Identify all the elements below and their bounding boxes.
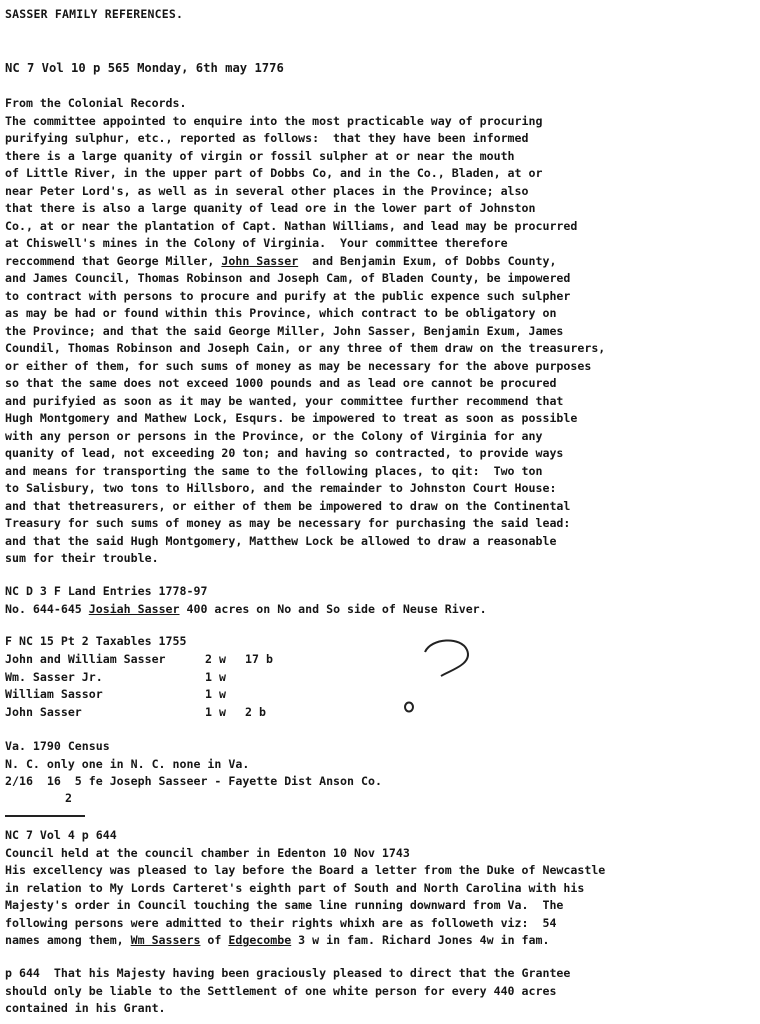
table-row: John and William Sasser 2 w 17 b: [5, 652, 273, 666]
para-line: Coundil, Thomas Robinson and Joseph Cain, or any three of them draw on the treasurers,: [5, 341, 606, 355]
para-line: quanity of lead, not exceeding 20 ton; and having so contracted, to provide ways: [5, 446, 564, 460]
table-row: William Sassor 1 w: [5, 687, 226, 701]
citation-taxables: F NC 15 Pt 2 Taxables 1755: [5, 634, 187, 648]
para-line: The committee appointed to enquire into the most practicable way of procuring: [5, 113, 543, 128]
para-line: there is a large quanity of virgin or fossil sulpher at or near the mouth: [5, 148, 515, 163]
para-line: and purifyied as soon as it may be wanted, your committee further recommend that: [5, 393, 564, 408]
para-line: and that the said Hugh Montgomery, Matthew Lock be allowed to draw a reasonable: [5, 533, 557, 548]
section-divider: [5, 815, 85, 817]
table-row: John Sasser 1 w 2 b: [5, 704, 266, 719]
para-line: should only be liable to the Settlement of one white person for every 440 acres: [5, 983, 557, 998]
land-entry-line: No. 644-645 Josiah Sasser 400 acres on No and So side of Neuse River.: [5, 601, 487, 616]
para-line: to contract with persons to procure and purify at the public expence such sulpher: [5, 288, 571, 303]
para-line: Treasury for such sums of money as may be necessary for purchasing the said lead:: [5, 516, 571, 530]
census-block: [5, 738, 382, 791]
para-line: contained in his Grant.: [5, 1001, 166, 1015]
underlined-name: Josiah Sasser: [88, 601, 180, 616]
para-line: following persons were admitted to their rights whixh are as followeth viz: 54: [5, 915, 557, 930]
para-line: that there is also a large quanity of lead ore in the lower part of Johnston: [5, 201, 536, 215]
para-line: so that the same does not exceed 1000 pounds and as lead ore cannot be procured: [5, 376, 557, 390]
colonial-records-paragraph: [5, 95, 605, 568]
census-line: N. C. only one in N. C. none in Va.: [5, 756, 250, 771]
para-line: purifying sulphur, etc., reported as follows: that they have been informed: [5, 131, 529, 145]
para-line: His excellency was pleased to lay before the Board a letter from the Duke of Newcastle: [5, 863, 606, 877]
para-line: with any person or persons in the Province, or the Colony of Virginia for any: [5, 428, 543, 443]
para-line: Co., at or near the plantation of Capt. Nathan Williams, and lead may be procurred: [5, 218, 578, 233]
document-title: SASSER FAMILY REFERENCES.: [5, 7, 184, 21]
grant-paragraph: [5, 965, 570, 1018]
para-line: the Province; and that the said George Miller, John Sasser, Benjamin Exum, James: [5, 323, 564, 338]
para-line: in relation to My Lords Carteret's eighth part of South and North Carolina with his: [5, 880, 585, 895]
para-line: and James Council, Thomas Robinson and Joseph Cam, of Bladen County, be impowered: [5, 271, 571, 285]
para-line: sum for their trouble.: [5, 551, 159, 565]
para-line: of Little River, in the upper part of Dobbs Co, and in the Co., Bladen, at or: [5, 166, 543, 180]
para-line: near Peter Lord's, as well as in several other places in the Province; also: [5, 183, 529, 198]
underlined-name: John Sasser: [221, 253, 299, 268]
para-line: or either of them, for such sums of money as may be necessary for the above purposes: [5, 358, 592, 373]
citation-census: Va. 1790 Census: [5, 739, 110, 753]
land-entries-block: [5, 583, 487, 618]
para-line: to Salisbury, two tons to Hillsboro, and the remainder to Johnston Court House:: [5, 481, 557, 495]
para-line: Hugh Montgomery and Mathew Lock, Esqurs. be impowered to treat as soon as possible: [5, 411, 578, 425]
para-line: names among them, Wm Sassers of Edgecombe 3 w in fam. Richard Jones 4w in fam.: [5, 933, 550, 947]
para-line: Majesty's order in Council touching the same line running downward from Va. The: [5, 898, 564, 912]
handwritten-question-mark: [395, 630, 485, 720]
para-line: as may be had or found within this Province, which contract to be obligatory on: [5, 306, 557, 320]
para-line: and means for transporting the same to the following places, to qit: Two ton: [5, 463, 543, 478]
citation-nc7-vol4: NC 7 Vol 4 p 644: [5, 828, 117, 842]
para-line: Council held at the council chamber in Edenton 10 Nov 1743: [5, 845, 410, 860]
underlined-name: Wm Sassers: [130, 933, 201, 947]
para-line: and that thetreasurers, or either of them be impowered to draw on the Continental: [5, 498, 571, 513]
para-line: reccommend that George Miller, John Sasser and Benjamin Exum, of Dobbs County,: [5, 253, 557, 268]
table-row: Wm. Sasser Jr. 1 w: [5, 669, 226, 684]
citation-nc7-vol10: NC 7 Vol 10 p 565 Monday, 6th may 1776: [5, 61, 284, 75]
para-line: From the Colonial Records.: [5, 96, 187, 110]
census-denominator: 2: [65, 791, 72, 805]
citation-land-entries: NC D 3 F Land Entries 1778-97: [5, 584, 208, 598]
para-line: at Chiswell's mines in the Colony of Virginia. Your committee therefore: [5, 236, 508, 250]
council-paragraph: [5, 827, 605, 950]
census-line: 2/16 16 5 fe Joseph Sasseer - Fayette Dist Anson Co.: [5, 774, 382, 788]
para-line: p 644 That his Majesty having been graciously pleased to direct that the Grantee: [5, 966, 571, 980]
underlined-county: Edgecombe: [228, 933, 292, 947]
document-page: [5, 0, 757, 1024]
taxables-table: [5, 651, 305, 721]
